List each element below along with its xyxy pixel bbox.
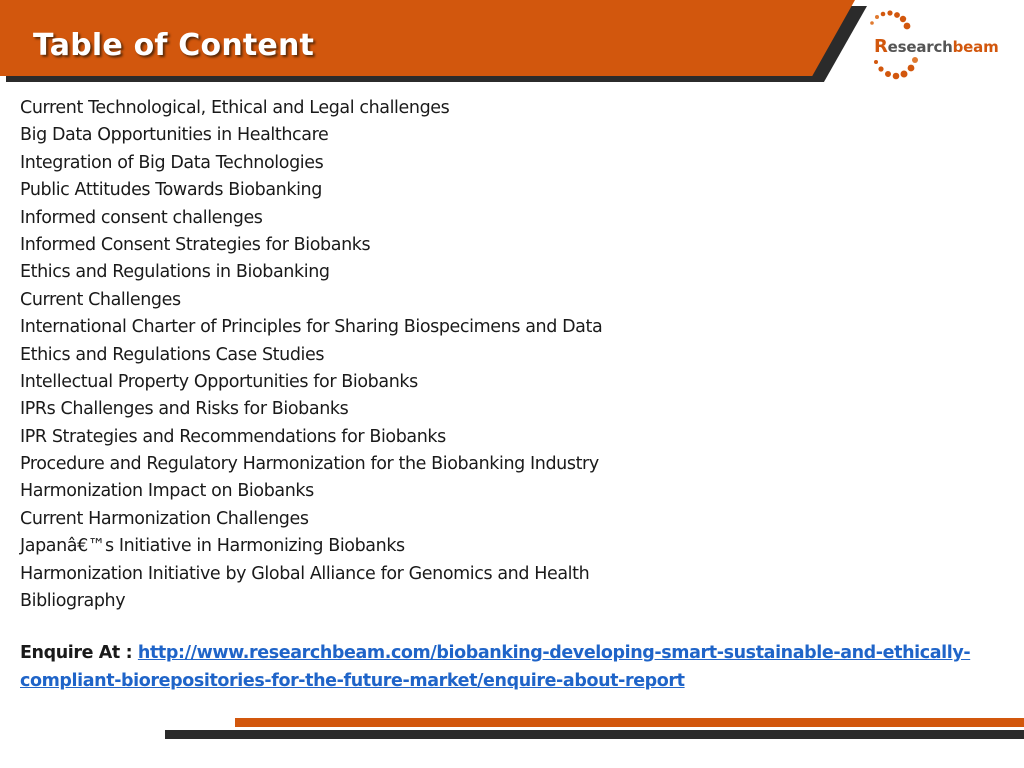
toc-item: Ethics and Regulations Case Studies <box>20 344 325 365</box>
toc-item: Current Technological, Ethical and Legal challenges <box>20 98 450 118</box>
toc-item: Current Challenges <box>20 289 181 310</box>
toc-item: Harmonization Initiative by Global Alliance for Genomics and Health <box>20 563 590 584</box>
toc-item: Informed consent challenges <box>20 207 263 228</box>
toc-item: International Charter of Principles for Sharing Biospecimens and Data <box>20 317 603 338</box>
toc-item: Current Harmonization Challenges <box>20 508 309 529</box>
toc-item: IPR Strategies and Recommendations for Biobanks <box>20 426 446 447</box>
toc-item: Public Attitudes Towards Biobanking <box>20 180 322 201</box>
toc-item: Ethics and Regulations in Biobanking <box>20 262 330 283</box>
toc-item: Integration of Big Data Technologies <box>20 152 324 173</box>
toc-item: Procedure and Regulatory Harmonization for the Biobanking Industry <box>20 454 599 475</box>
researchbeam-logo[interactable] <box>868 10 1018 82</box>
enquire-label: Enquire At : <box>20 643 138 663</box>
toc-item: Intellectual Property Opportunities for Biobanks <box>20 371 418 392</box>
toc-item: Big Data Opportunities in Healthcare <box>20 125 329 146</box>
footer-orange-bar <box>235 718 1024 727</box>
logo-wordmark: Researchbeam <box>874 36 999 57</box>
toc-item: Harmonization Impact on Biobanks <box>20 481 314 502</box>
toc-item: Bibliography <box>20 591 126 612</box>
toc-item: Japanâ€™s Initiative in Harmonizing Biobanks <box>20 536 405 557</box>
footer-dark-bar <box>165 730 1024 739</box>
page-title: Table of Content <box>33 28 315 63</box>
enquire-link[interactable]: http://www.researchbeam.com/biobanking-developing-smart-sustainable-and-ethically-compliant-biorepositories-for-the-future-market/enquire-about-report <box>20 643 971 691</box>
table-of-content-list <box>20 95 1000 615</box>
toc-item: Informed Consent Strategies for Biobanks <box>20 234 371 255</box>
toc-item: IPRs Challenges and Risks for Biobanks <box>20 399 349 420</box>
enquire-section <box>20 640 1010 695</box>
